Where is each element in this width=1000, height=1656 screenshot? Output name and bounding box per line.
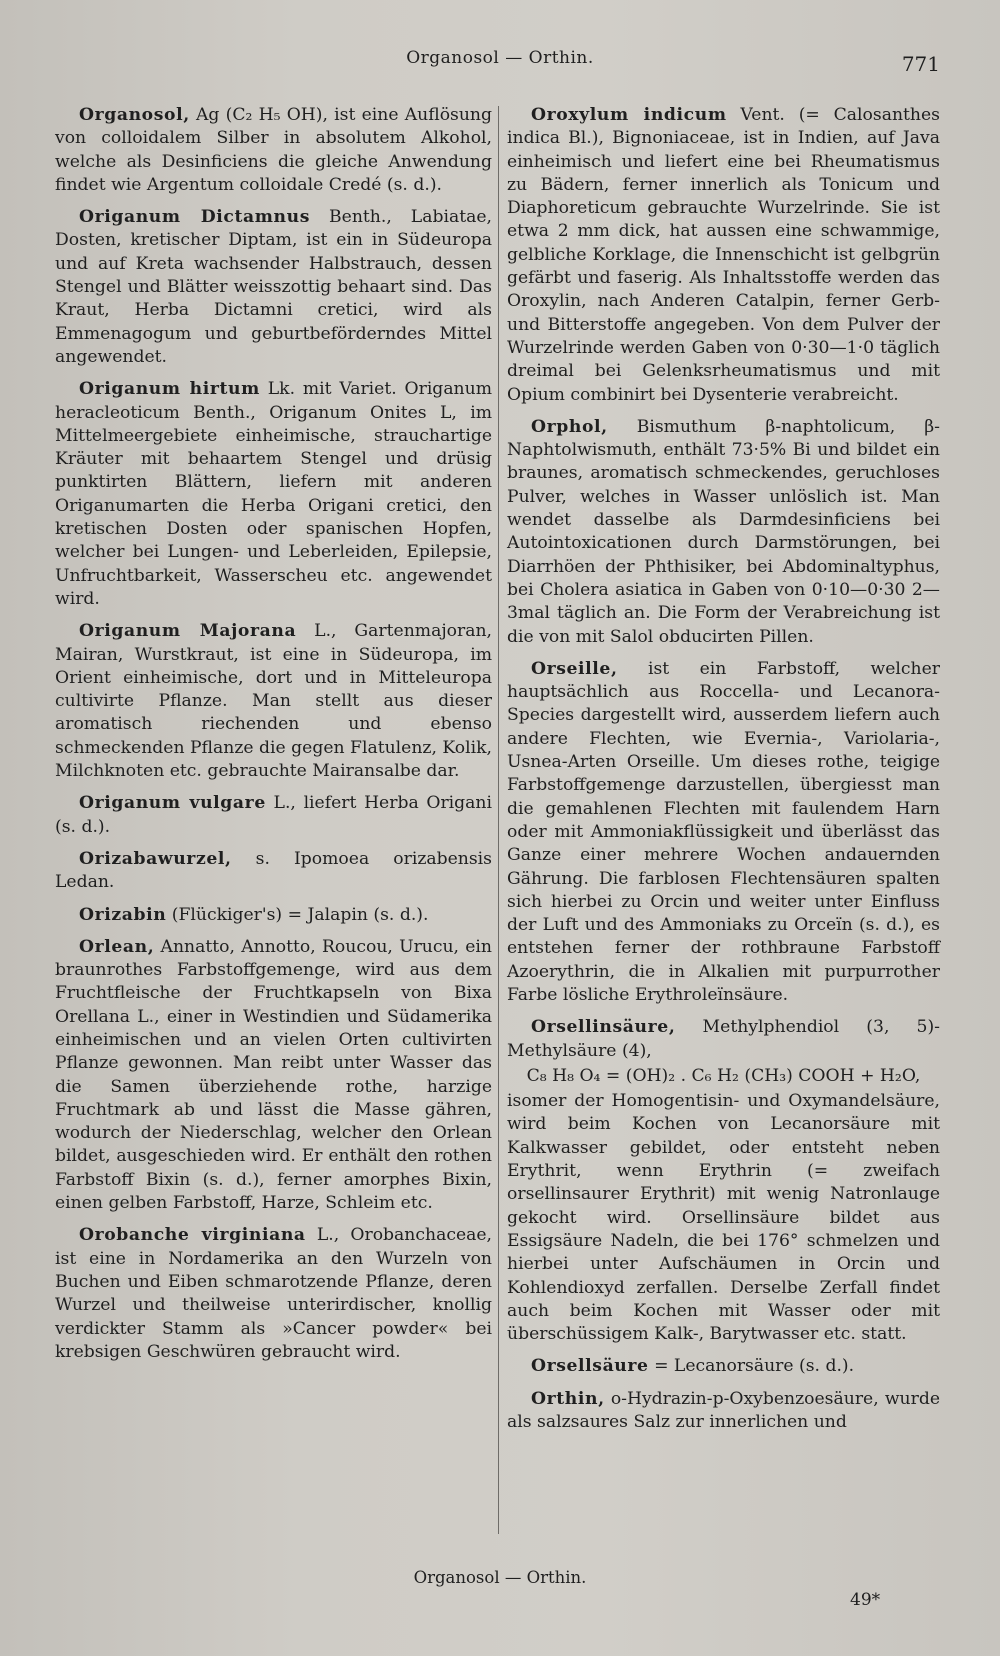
dictionary-entry bbox=[55, 792, 492, 839]
entry-text: Lk. mit Variet. Origanum heracleoticum Benth., Origanum Onites L, im Mittelmeergebiete einheimische, strauchartige Kräuter mit behaartem Stengel und drüsig punktirten Blättern, liefern mit anderen Origanumarten die Herba Origani cretici, den kretischen Dosten oder spanischen Hopfen, welcher bei Lungen- und Leberleiden, Epilepsie, Unfruchtbarkeit, Wasserscheu etc. angewendet wird. bbox=[55, 379, 492, 609]
entry-headword: Origanum Dictamnus bbox=[79, 207, 311, 228]
entry-headword: Origanum hirtum bbox=[79, 379, 260, 400]
entry-headword: Oroxylum indicum bbox=[531, 105, 727, 125]
dictionary-entry bbox=[507, 1355, 940, 1378]
dictionary-entry bbox=[55, 936, 492, 1216]
entry-text: L., liefert Herba Origani (s. d.). bbox=[55, 793, 492, 837]
chemical-formula: C₈ H₈ O₄ = (OH)₂ . C₆ H₂ (CH₃) COOH + H₂O, bbox=[526, 1065, 921, 1086]
dictionary-entry bbox=[55, 104, 492, 197]
entry-text: = Lecanorsäure (s. d.). bbox=[648, 1356, 855, 1377]
dictionary-entry bbox=[55, 904, 492, 927]
entry-headword: Orsellsäure bbox=[531, 1356, 649, 1377]
entry-text: L., Orobanchaceae, ist eine in Nordamerika an den Wurzeln von Buchen und Eiben schmarotzende Pflanze, deren Wurzel und theilweise unterirdischer, knollig verdickter Stamm als »Cancer powder« bei krebsigen Geschwüren gebraucht wird. bbox=[55, 1225, 492, 1362]
entry-headword: Orizabin bbox=[79, 904, 167, 925]
entry-text: s. Ipomoea orizabensis Ledan. bbox=[55, 848, 492, 893]
signature-mark: 49* bbox=[850, 1590, 881, 1610]
dictionary-entry bbox=[507, 416, 940, 649]
entry-text: ist ein Farbstoff, welcher hauptsächlich aus Roccella- und Lecanora-Species dargestellt wird, ausserdem liefern auch andere Flechten, wie Evernia-, Variolaria-, Usnea-Arten Orseille. Um dieses rothe, teigige Farbstoffgemenge darzustellen, übergiesst man die gemahlenen Flechten mit faulendem Harn oder mit Ammoniakflüssigkeit und überlässt das Ganze einer mehrere Wochen andauernden Gährung. Die farblosen Flechtensäuren spalten sich hierbei zu Orcin und weiter unter Einfluss der Luft und des Ammoniaks zu Orceïn (s. d.), es entstehen ferner der rothbraune Farbstoff Azoerythrin, die in Alkalien mit purpurrother Farbe lösliche Erythroleïnsäure. bbox=[507, 658, 940, 1005]
entry-headword: Orlean, bbox=[79, 936, 155, 957]
dictionary-entry bbox=[55, 620, 492, 783]
dictionary-entry bbox=[55, 206, 492, 369]
dictionary-entry bbox=[507, 104, 940, 407]
entry-headword: Organosol, bbox=[79, 105, 190, 125]
entry-text: o-Hydrazin-p-Oxybenzoesäure, wurde als salzsaures Salz zur innerlichen und bbox=[507, 1388, 940, 1433]
entry-text: Ag (C₂ H₅ OH), ist eine Auflösung von colloidalem Silber in absolutem Alkohol, welche als Desinficiens die gleiche Anwendung findet wie Argentum colloidale Credé (s. d.). bbox=[55, 105, 492, 195]
right-column bbox=[507, 104, 940, 1443]
entry-text: L., Gartenmajoran, Mairan, Wurstkraut, ist eine in Südeuropa, im Orient einheimische, dort und in Mitteleuropa cultivirte Pflanze. Man stellt aus dieser aromatisch riechenden und ebenso schmeckenden Pflanze die gegen Flatulenz, Kolik, Milchknoten etc. gebrauchte Mairansalbe dar. bbox=[55, 621, 492, 782]
entry-text: Methylphendiol (3, 5)-Methylsäure (4), bbox=[507, 1017, 940, 1061]
page-number: 771 bbox=[901, 52, 940, 76]
dictionary-entry bbox=[507, 658, 940, 1007]
dictionary-entry bbox=[55, 1224, 492, 1364]
dictionary-entry bbox=[507, 1016, 940, 1063]
entry-text: Benth., Labiatae, Dosten, kretischer Diptam, ist ein in Südeuropa und auf Kreta wachsender Halbstrauch, dessen Stengel und Blätter weisszottig behaart sind. Das Kraut, Herba Dictamni cretici, wird als Emmenagogum und geburtbeförderndes Mittel angewendet. bbox=[55, 207, 492, 367]
entry-headword: Orseille, bbox=[531, 658, 618, 679]
entry-headword: Orobanche virginiana bbox=[79, 1225, 306, 1246]
entry-text: Annatto, Annotto, Roucou, Urucu, ein braunrothes Farbstoffgemenge, wird aus dem Fruchtfleische der Fruchtkapseln von Bixa Orellana L., einer in Westindien und Südamerika einheimischen und an vielen Orten cultivirten Pflanze gewonnen. Man reibt unter Wasser das die Samen überziehende rothe, harzige Fruchtmark ab und lässt die Masse gähren, wodurch der Niederschlag, welcher den Orlean bildet, ausgeschieden wird. Er enthält den rothen Farbstoff Bixin (s. d.), ferner amorphes Bixin, einen gelben Farbstoff, Harze, Schleim etc. bbox=[55, 936, 492, 1214]
column-divider bbox=[498, 106, 499, 1534]
dictionary-entry bbox=[507, 1388, 940, 1435]
entry-text: Vent. (= Calosanthes indica Bl.), Bignoniaceae, ist in Indien, auf Java einheimisch und liefert eine bei Rheumatismus zu Bädern, ferner innerlich als Tonicum und Diaphoreticum gebrauchte Wurzelrinde. Sie ist etwa 2 mm dick, hat aussen eine schwammige, gelbliche Korklage, die Innenschicht ist gelbgrün gefärbt und faserig. Als Inhaltsstoffe werden das Oroxylin, nach Anderen Catalpin, ferner Gerb- und Bitterstoffe angegeben. Von dem Pulver der Wurzelrinde werden Gaben von 0·30—1·0 täglich dreimal bei Gelenksrheumatismus und mit Opium combinirt bei Dysenterie verabreicht. bbox=[507, 105, 940, 405]
running-foot: Organosol — Orthin. bbox=[413, 1568, 587, 1587]
dictionary-entry bbox=[55, 378, 492, 611]
left-column bbox=[55, 104, 492, 1373]
entry-text: Bismuthum β-naphtolicum, β-Naphtolwismuth, enthält 73·5% Bi und bildet ein braunes, aromatisch schmeckendes, geruchloses Pulver, welches in Wasser unlöslich ist. Man wendet dasselbe als Darmdesinficiens bei Autointoxicationen durch Darmstörungen, bei Diarrhöen der Phthisiker, bei Abdominaltyphus, bei Cholera asiatica in Gaben von 0·10—0·30 2—3mal täglich an. Die Form der Verabreichung ist die von mit Salol obducirten Pillen. bbox=[507, 416, 940, 647]
entry-headword: Orthin, bbox=[531, 1388, 605, 1409]
entry-headword: Orsellinsäure, bbox=[531, 1017, 676, 1038]
entry-continuation: isomer der Homogentisin- und Oxymandelsäure, wird beim Kochen von Lecanorsäure mit Kalkwasser gebildet, oder entsteht neben Erythrit, wenn Erythrin (= zweifach orsellinsaurer Erythrit) mit wenig Natronlauge gekocht wird. Orsellinsäure bildet aus Essigsäure Nadeln, die bei 176° schmelzen und hierbei unter Aufschäumen in Orcin und Kohlendioxyd zerfallen. Derselbe Zerfall findet auch beim Kochen mit Wasser oder mit überschüssigem Kalk-, Barytwasser etc. statt. bbox=[507, 1091, 940, 1345]
entry-headword: Orizabawurzel, bbox=[79, 848, 232, 869]
entry-headword: Orphol, bbox=[531, 416, 608, 437]
entry-headword: Origanum Majorana bbox=[79, 621, 297, 642]
entry-text: (Flückiger's) = Jalapin (s. d.). bbox=[166, 904, 429, 925]
running-head: Organosol — Orthin. bbox=[406, 48, 594, 68]
dictionary-entry bbox=[55, 848, 492, 895]
entry-headword: Origanum vulgare bbox=[79, 793, 266, 814]
